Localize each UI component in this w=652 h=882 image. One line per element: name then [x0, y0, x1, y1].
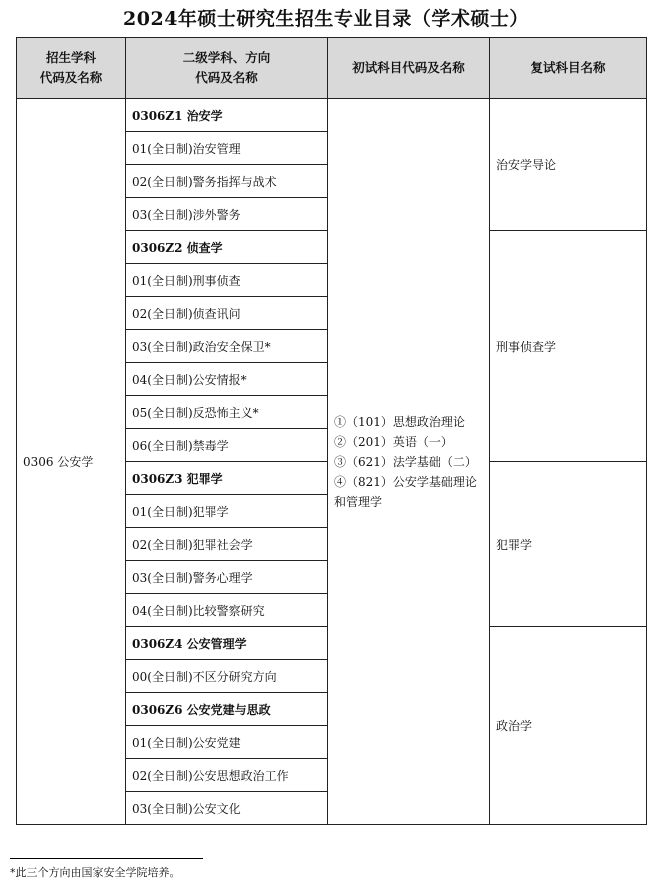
page-title: 2024年硕士研究生招生专业目录（学术硕士） — [123, 8, 529, 30]
header-subject-line: 招生学科 — [45, 50, 96, 65]
footnote: *此三个方向由国家安全学院培养。 — [10, 866, 181, 879]
research-direction-cell: 02(全日制)侦查讯问 — [126, 297, 328, 330]
header-subject — [17, 38, 126, 99]
research-direction-cell: 04(全日制)比较警察研究 — [126, 594, 328, 627]
research-direction-cell: 02(全日制)警务指挥与战术 — [126, 165, 328, 198]
exam-subject-item: ②（201）英语（一） — [334, 434, 453, 449]
research-direction-cell: 03(全日制)警务心理学 — [126, 561, 328, 594]
retest-subject-cell: 政治学 — [490, 627, 647, 825]
research-direction-cell: 02(全日制)犯罪社会学 — [126, 528, 328, 561]
header-exam-subjects: 初试科目代码及名称 — [328, 38, 490, 99]
research-direction-cell: 02(全日制)公安思想政治工作 — [126, 759, 328, 792]
exam-subject-item: ①（101）思想政治理论 — [334, 414, 465, 429]
retest-subject-cell: 犯罪学 — [490, 462, 647, 627]
research-direction-cell: 00(全日制)不区分研究方向 — [126, 660, 328, 693]
subject-cell: 0306 公安学 — [17, 99, 126, 825]
research-direction-cell: 06(全日制)禁毒学 — [126, 429, 328, 462]
research-direction-cell: 01(全日制)治安管理 — [126, 132, 328, 165]
research-direction-cell: 04(全日制)公安情报* — [126, 363, 328, 396]
footnote-divider — [10, 858, 203, 859]
header-subject-line: 代码及名称 — [39, 70, 103, 85]
research-direction-cell: 01(全日制)刑事侦查 — [126, 264, 328, 297]
exam-subjects-cell — [328, 99, 490, 825]
discipline-code-cell: 0306Z3 犯罪学 — [126, 462, 328, 495]
discipline-code-cell: 0306Z1 治安学 — [126, 99, 328, 132]
table-body — [17, 99, 647, 825]
research-direction-cell: 03(全日制)涉外警务 — [126, 198, 328, 231]
discipline-code-cell: 0306Z4 公安管理学 — [126, 627, 328, 660]
exam-subject-item: ④（821）公安学基础理论和管理学 — [334, 474, 477, 509]
table-header-row — [17, 38, 647, 99]
discipline-code-cell: 0306Z2 侦查学 — [126, 231, 328, 264]
table-row — [17, 99, 647, 132]
research-direction-cell: 03(全日制)公安文化 — [126, 792, 328, 825]
retest-subject-cell: 刑事侦查学 — [490, 231, 647, 462]
discipline-code-cell: 0306Z6 公安党建与思政 — [126, 693, 328, 726]
program-catalog-table — [16, 37, 647, 825]
research-direction-cell: 01(全日制)犯罪学 — [126, 495, 328, 528]
header-direction-line: 代码及名称 — [195, 70, 258, 85]
exam-subject-item: ③（621）法学基础（二） — [334, 454, 477, 469]
header-direction-line: 二级学科、方向 — [182, 50, 271, 65]
retest-subject-cell: 治安学导论 — [490, 99, 647, 231]
research-direction-cell: 03(全日制)政治安全保卫* — [126, 330, 328, 363]
header-retest-subjects: 复试科目名称 — [490, 38, 647, 99]
research-direction-cell: 05(全日制)反恐怖主义* — [126, 396, 328, 429]
research-direction-cell: 01(全日制)公安党建 — [126, 726, 328, 759]
header-direction — [126, 38, 328, 99]
